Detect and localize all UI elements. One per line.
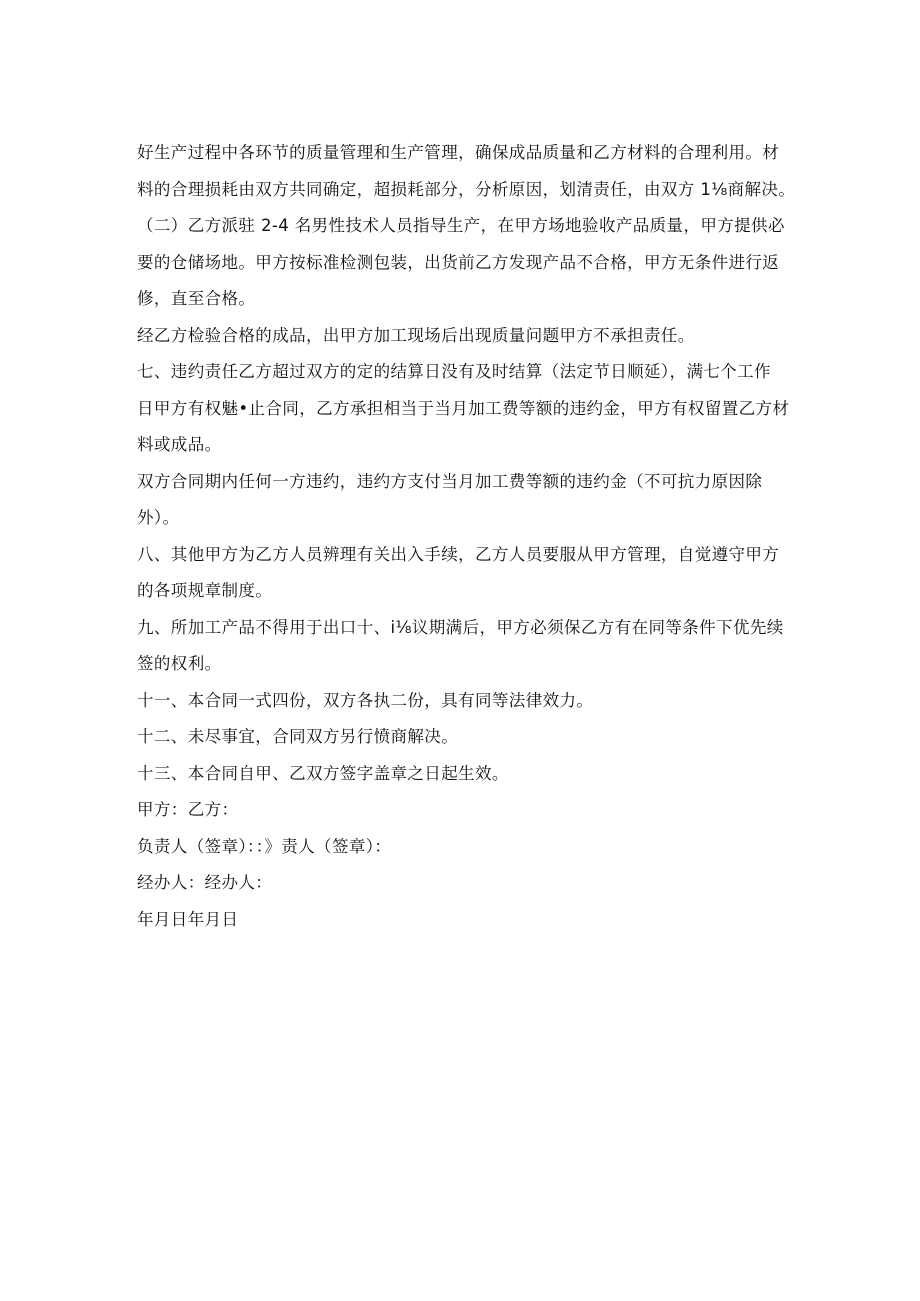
- text-line-11: 外）。: [137, 508, 180, 527]
- text-line-7: 七、违约责任乙方超过双方的定的结算日没有及时结算（法定节日顺延），满七个工作: [137, 362, 771, 381]
- text-line-8: 日甲方有权魅•止合同，乙方承担相当于当月加工费等额的违约金，甲方有权留置乙方材: [137, 398, 790, 418]
- text-line-16: 十一、本合同一式四份，双方各执二份，具有同等法律效力。: [137, 690, 594, 710]
- text-line-15: 签的权利。: [137, 654, 222, 673]
- text-line-18: 十三、本合同自甲、乙双方签字盖章之日起生效。: [137, 763, 509, 783]
- text-line-1: 好生产过程中各环节的质量管理和生产管理，确保成品质量和乙方材料的合理利用。材: [137, 143, 780, 162]
- text-line-14: 九、所加工产品不得用于出口十、i⅛议期满后，甲方必须保乙方有在同等条件下优先续: [137, 617, 784, 637]
- text-line-17: 十二、未尽事宜，合同双方另行愤商解决。: [137, 727, 459, 746]
- text-line-6: 经乙方检验合格的成品，出甲方加工现场后出现质量问题甲方不承担责任。: [137, 325, 695, 345]
- text-line-5: 修，直至合格。: [137, 289, 256, 308]
- contract-text: [137, 135, 797, 938]
- text-line-3: （二）乙方派驻 2-4 名男性技术人员指导生产，在甲方场地验收产品质量，甲方提供必: [137, 216, 785, 235]
- text-line-10: 双方合同期内任何一方违约，违约方支付当月加工费等额的违约金（不可抗力原因除: [137, 471, 763, 491]
- text-line-9: 料或成品。: [137, 435, 222, 454]
- text-line-2: 料的合理损耗由双方共同确定，超损耗部分，分析原因，划清责任，由双方 1⅛商解决。: [137, 179, 796, 199]
- text-line-21: 经办人：经办人：: [137, 873, 273, 892]
- text-line-19: 甲方：乙方：: [137, 800, 239, 819]
- text-line-12: 八、其他甲方为乙方人员辨理有关出入手续，乙方人员要服从甲方管理，自觉遵守甲方: [137, 544, 780, 564]
- text-line-22: 年月日年月日: [137, 909, 239, 929]
- text-line-4: 要的仓储场地。甲方按标准检测包装，出货前乙方发现产品不合格，甲方无条件进行返: [137, 252, 780, 272]
- text-line-20: 负责人（签章）：：》责人（签章）：: [137, 836, 392, 856]
- text-line-13: 的各项规章制度。: [137, 581, 273, 600]
